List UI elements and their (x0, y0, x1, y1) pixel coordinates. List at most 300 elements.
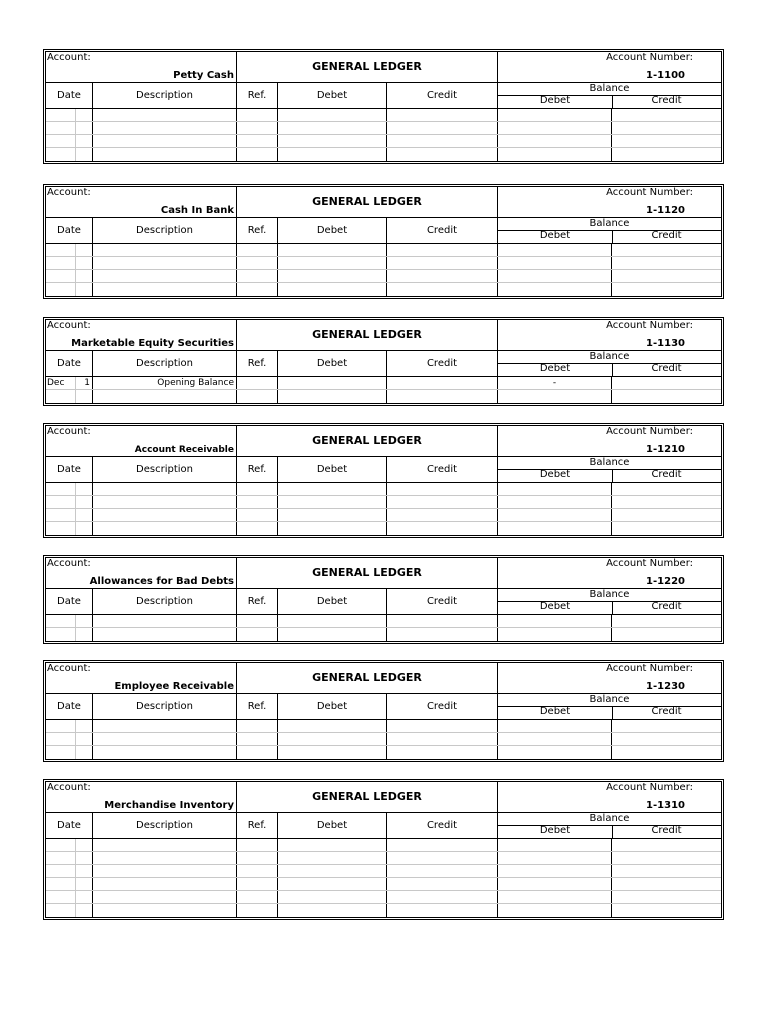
credit-cell (387, 109, 498, 121)
debet-cell (278, 865, 387, 877)
ledger-header (46, 320, 721, 351)
credit-cell (387, 720, 498, 732)
date-day-cell (76, 878, 93, 890)
date-day-cell (76, 522, 93, 535)
date-day-cell (76, 109, 93, 121)
ref-header: Ref. (237, 457, 278, 482)
table-row (46, 257, 721, 270)
account-number-cell (498, 558, 721, 588)
account-cell (46, 426, 237, 456)
ref-cell (237, 509, 278, 521)
debet-cell (278, 522, 387, 535)
description-cell (93, 257, 237, 269)
date-day-cell (76, 390, 93, 403)
title-cell (237, 426, 498, 456)
table-row (46, 839, 721, 852)
date-header: Date (46, 813, 93, 838)
account-cell (46, 187, 237, 217)
balance-credit-cell (612, 244, 721, 256)
debet-cell (278, 122, 387, 134)
date-day-cell (76, 615, 93, 627)
description-cell (93, 891, 237, 903)
date-header: Date (46, 218, 93, 243)
description-cell (93, 270, 237, 282)
account-name: Allowances for Bad Debts (89, 576, 234, 587)
title-cell (237, 320, 498, 350)
general-ledger-table (45, 51, 722, 162)
balance-credit-header: Credit (651, 825, 682, 836)
ref-cell (237, 122, 278, 134)
table-row (46, 244, 721, 257)
ref-header: Ref. (237, 218, 278, 243)
date-day-cell (76, 852, 93, 864)
balance-header: Balance (498, 589, 721, 602)
balance-debet-cell (498, 122, 612, 134)
column-headers (46, 83, 721, 109)
balance-debet-cell (498, 891, 612, 903)
account-label: Account: (47, 187, 91, 198)
account-name: Employee Receivable (114, 681, 234, 692)
date-month-cell (46, 865, 76, 877)
table-row (46, 733, 721, 746)
description-cell (93, 746, 237, 759)
balance-debet-cell (498, 257, 612, 269)
table-row (46, 390, 721, 403)
description-cell (93, 509, 237, 521)
balance-debet-cell (498, 496, 612, 508)
date-month-cell (46, 628, 76, 641)
balance-header: Balance (498, 218, 721, 231)
title-cell (237, 52, 498, 82)
ref-cell (237, 733, 278, 745)
debet-cell (278, 109, 387, 121)
balance-credit-cell (612, 496, 721, 508)
balance-header: Balance (498, 457, 721, 470)
account-number-cell (498, 52, 721, 82)
account-cell (46, 52, 237, 82)
date-month-cell (46, 878, 76, 890)
ref-cell (237, 628, 278, 641)
description-cell (93, 852, 237, 864)
debet-cell (278, 720, 387, 732)
debet-header: Debet (278, 351, 387, 376)
table-row (46, 148, 721, 161)
ledger-body (46, 839, 721, 917)
date-month-cell (46, 852, 76, 864)
account-number: 1-1230 (646, 681, 685, 692)
account-label: Account: (47, 52, 91, 63)
account-number-label: Account Number: (606, 782, 693, 793)
ledger-title: GENERAL LEDGER (312, 790, 422, 803)
ledger-body (46, 244, 721, 296)
account-name: Petty Cash (173, 70, 234, 81)
debet-cell (278, 148, 387, 161)
ledger-body (46, 615, 721, 641)
balance-credit-cell (612, 615, 721, 627)
ledger-body (46, 377, 721, 403)
date-day-cell (76, 720, 93, 732)
ref-header: Ref. (237, 589, 278, 614)
table-row (46, 122, 721, 135)
credit-cell (387, 483, 498, 495)
general-ledger-table (45, 186, 722, 297)
balance-header: Balance (498, 813, 721, 826)
date-month-cell (46, 257, 76, 269)
table-row (46, 720, 721, 733)
date-day-cell (76, 244, 93, 256)
description-cell (93, 244, 237, 256)
credit-cell (387, 257, 498, 269)
description-cell (93, 148, 237, 161)
date-month-cell (46, 109, 76, 121)
date-header: Date (46, 694, 93, 719)
ref-cell (237, 109, 278, 121)
date-month-cell (46, 733, 76, 745)
description-cell (93, 483, 237, 495)
balance-credit-header: Credit (651, 363, 682, 374)
ledger-body (46, 720, 721, 759)
description-cell (93, 878, 237, 890)
account-number: 1-1310 (646, 800, 685, 811)
description-cell (93, 904, 237, 917)
debet-cell (278, 733, 387, 745)
ref-cell (237, 270, 278, 282)
table-row (46, 878, 721, 891)
balance-header: Balance (498, 351, 721, 364)
column-headers (46, 351, 721, 377)
general-ledger-table (45, 425, 722, 536)
date-day-cell (76, 122, 93, 134)
debet-header: Debet (278, 589, 387, 614)
date-day-cell (76, 865, 93, 877)
debet-cell (278, 746, 387, 759)
balance-debet-cell (498, 852, 612, 864)
description-cell (93, 733, 237, 745)
ref-header: Ref. (237, 83, 278, 108)
description-cell (93, 109, 237, 121)
account-number-cell (498, 320, 721, 350)
date-header: Date (46, 589, 93, 614)
credit-cell (387, 122, 498, 134)
description-cell (93, 522, 237, 535)
ref-cell (237, 496, 278, 508)
date-month-cell (46, 839, 76, 851)
date-day-cell (76, 148, 93, 161)
balance-credit-cell (612, 522, 721, 535)
account-label: Account: (47, 663, 91, 674)
ref-cell (237, 865, 278, 877)
date-day-cell (76, 496, 93, 508)
date-day-cell (76, 891, 93, 903)
title-cell (237, 663, 498, 693)
ref-header: Ref. (237, 813, 278, 838)
credit-header: Credit (387, 351, 498, 376)
general-ledger-table (45, 662, 722, 760)
description-header: Description (93, 589, 237, 614)
balance-debet-header: Debet (498, 601, 613, 614)
table-row (46, 496, 721, 509)
credit-cell (387, 891, 498, 903)
account-name: Marketable Equity Securities (71, 338, 234, 349)
credit-cell (387, 244, 498, 256)
ledger-title: GENERAL LEDGER (312, 566, 422, 579)
date-month-cell (46, 720, 76, 732)
balance-debet-cell (498, 483, 612, 495)
table-row (46, 852, 721, 865)
credit-cell (387, 135, 498, 147)
general-ledger-table (45, 781, 722, 918)
balance-credit-cell (612, 628, 721, 641)
balance-header-group (498, 813, 721, 838)
debet-header: Debet (278, 457, 387, 482)
table-row (46, 270, 721, 283)
credit-cell (387, 283, 498, 296)
debet-header: Debet (278, 813, 387, 838)
date-day-cell (76, 746, 93, 759)
account-number-label: Account Number: (606, 426, 693, 437)
debet-cell (278, 135, 387, 147)
ref-cell (237, 257, 278, 269)
debet-cell (278, 628, 387, 641)
date-month-cell (46, 904, 76, 917)
balance-credit-header: Credit (651, 706, 682, 717)
account-number-label: Account Number: (606, 663, 693, 674)
title-cell (237, 187, 498, 217)
debet-cell (278, 839, 387, 851)
balance-credit-cell (612, 257, 721, 269)
date-month-cell (46, 509, 76, 521)
balance-credit-header: Credit (651, 230, 682, 241)
table-row (46, 865, 721, 878)
description-cell (93, 839, 237, 851)
description-cell (93, 496, 237, 508)
credit-cell (387, 496, 498, 508)
account-label: Account: (47, 558, 91, 569)
ref-cell (237, 615, 278, 627)
balance-debet-cell (498, 148, 612, 161)
balance-debet-cell: - (498, 377, 612, 389)
account-number: 1-1210 (646, 444, 685, 455)
balance-credit-cell (612, 377, 721, 389)
description-header: Description (93, 218, 237, 243)
ref-cell (237, 244, 278, 256)
account-number: 1-1120 (646, 205, 685, 216)
ledger-header (46, 52, 721, 83)
ref-cell (237, 377, 278, 389)
debet-cell (278, 852, 387, 864)
credit-header: Credit (387, 694, 498, 719)
balance-credit-cell (612, 839, 721, 851)
credit-cell (387, 390, 498, 403)
date-header: Date (46, 457, 93, 482)
description-cell (93, 615, 237, 627)
date-day-cell (76, 270, 93, 282)
ref-cell (237, 891, 278, 903)
date-day-cell (76, 257, 93, 269)
date-month-cell (46, 135, 76, 147)
account-number-label: Account Number: (606, 52, 693, 63)
description-cell (93, 390, 237, 403)
ledger-title: GENERAL LEDGER (312, 328, 422, 341)
credit-header: Credit (387, 218, 498, 243)
date-month-cell (46, 244, 76, 256)
balance-debet-cell (498, 865, 612, 877)
balance-credit-cell (612, 483, 721, 495)
balance-header-group (498, 83, 721, 108)
column-headers (46, 457, 721, 483)
ref-cell (237, 839, 278, 851)
table-row (46, 891, 721, 904)
description-header: Description (93, 351, 237, 376)
date-day-cell (76, 509, 93, 521)
balance-debet-header: Debet (498, 363, 613, 376)
balance-debet-cell (498, 733, 612, 745)
debet-cell (278, 244, 387, 256)
credit-cell (387, 852, 498, 864)
table-row (46, 283, 721, 296)
description-header: Description (93, 813, 237, 838)
date-header: Date (46, 351, 93, 376)
balance-credit-header: Credit (651, 601, 682, 612)
balance-debet-header: Debet (498, 825, 613, 838)
debet-cell (278, 496, 387, 508)
ledger-body (46, 483, 721, 535)
account-number-cell (498, 663, 721, 693)
credit-cell (387, 522, 498, 535)
balance-debet-cell (498, 720, 612, 732)
ledger-header (46, 782, 721, 813)
debet-cell (278, 483, 387, 495)
balance-credit-cell (612, 122, 721, 134)
table-row (46, 904, 721, 917)
balance-header-group (498, 589, 721, 614)
date-day-cell (76, 839, 93, 851)
description-cell: Opening Balance (93, 377, 237, 389)
balance-header-group (498, 694, 721, 719)
date-month-cell (46, 283, 76, 296)
description-header: Description (93, 694, 237, 719)
ledger-title: GENERAL LEDGER (312, 434, 422, 447)
balance-credit-cell (612, 148, 721, 161)
credit-cell (387, 615, 498, 627)
balance-debet-cell (498, 244, 612, 256)
balance-debet-cell (498, 283, 612, 296)
account-number-label: Account Number: (606, 187, 693, 198)
balance-credit-cell (612, 746, 721, 759)
account-number-label: Account Number: (606, 320, 693, 331)
balance-debet-cell (498, 390, 612, 403)
description-cell (93, 283, 237, 296)
description-cell (93, 135, 237, 147)
table-row (46, 135, 721, 148)
balance-credit-header: Credit (651, 95, 682, 106)
account-number-cell (498, 782, 721, 812)
date-header: Date (46, 83, 93, 108)
balance-credit-cell (612, 865, 721, 877)
column-headers (46, 589, 721, 615)
account-number: 1-1100 (646, 70, 685, 81)
balance-credit-cell (612, 109, 721, 121)
account-name: Cash In Bank (160, 205, 234, 216)
debet-header: Debet (278, 83, 387, 108)
credit-cell (387, 746, 498, 759)
account-cell (46, 782, 237, 812)
account-label: Account: (47, 782, 91, 793)
debet-cell (278, 257, 387, 269)
debet-cell (278, 615, 387, 627)
credit-cell (387, 148, 498, 161)
date-month-cell (46, 148, 76, 161)
account-cell (46, 663, 237, 693)
ref-cell (237, 283, 278, 296)
ref-header: Ref. (237, 351, 278, 376)
balance-header: Balance (498, 83, 721, 96)
date-day-cell (76, 904, 93, 917)
date-day-cell: 1 (76, 377, 93, 389)
balance-debet-header: Debet (498, 95, 613, 108)
balance-credit-cell (612, 878, 721, 890)
account-cell (46, 320, 237, 350)
column-headers (46, 218, 721, 244)
date-day-cell (76, 283, 93, 296)
ledger-header (46, 558, 721, 589)
table-row (46, 109, 721, 122)
balance-debet-header: Debet (498, 469, 613, 482)
ref-cell (237, 904, 278, 917)
ledger-title: GENERAL LEDGER (312, 195, 422, 208)
credit-cell (387, 377, 498, 389)
credit-header: Credit (387, 83, 498, 108)
balance-debet-header: Debet (498, 706, 613, 719)
table-row (46, 628, 721, 641)
column-headers (46, 694, 721, 720)
credit-cell (387, 878, 498, 890)
title-cell (237, 782, 498, 812)
date-month-cell (46, 891, 76, 903)
balance-debet-header: Debet (498, 230, 613, 243)
ref-cell (237, 746, 278, 759)
debet-header: Debet (278, 218, 387, 243)
description-cell (93, 628, 237, 641)
balance-credit-cell (612, 720, 721, 732)
balance-header-group (498, 218, 721, 243)
date-day-cell (76, 483, 93, 495)
balance-debet-cell (498, 839, 612, 851)
credit-cell (387, 509, 498, 521)
balance-debet-cell (498, 746, 612, 759)
ledger-header (46, 663, 721, 694)
column-headers (46, 813, 721, 839)
balance-debet-cell (498, 109, 612, 121)
description-header: Description (93, 457, 237, 482)
ledger-title: GENERAL LEDGER (312, 671, 422, 684)
balance-credit-cell (612, 390, 721, 403)
title-cell (237, 558, 498, 588)
debet-cell (278, 283, 387, 296)
date-month-cell (46, 615, 76, 627)
date-month-cell: Dec (46, 377, 76, 389)
description-cell (93, 865, 237, 877)
date-month-cell (46, 522, 76, 535)
account-number-cell (498, 187, 721, 217)
date-month-cell (46, 746, 76, 759)
credit-header: Credit (387, 457, 498, 482)
table-row (46, 746, 721, 759)
description-cell (93, 720, 237, 732)
credit-cell (387, 270, 498, 282)
balance-credit-cell (612, 891, 721, 903)
ref-cell (237, 878, 278, 890)
